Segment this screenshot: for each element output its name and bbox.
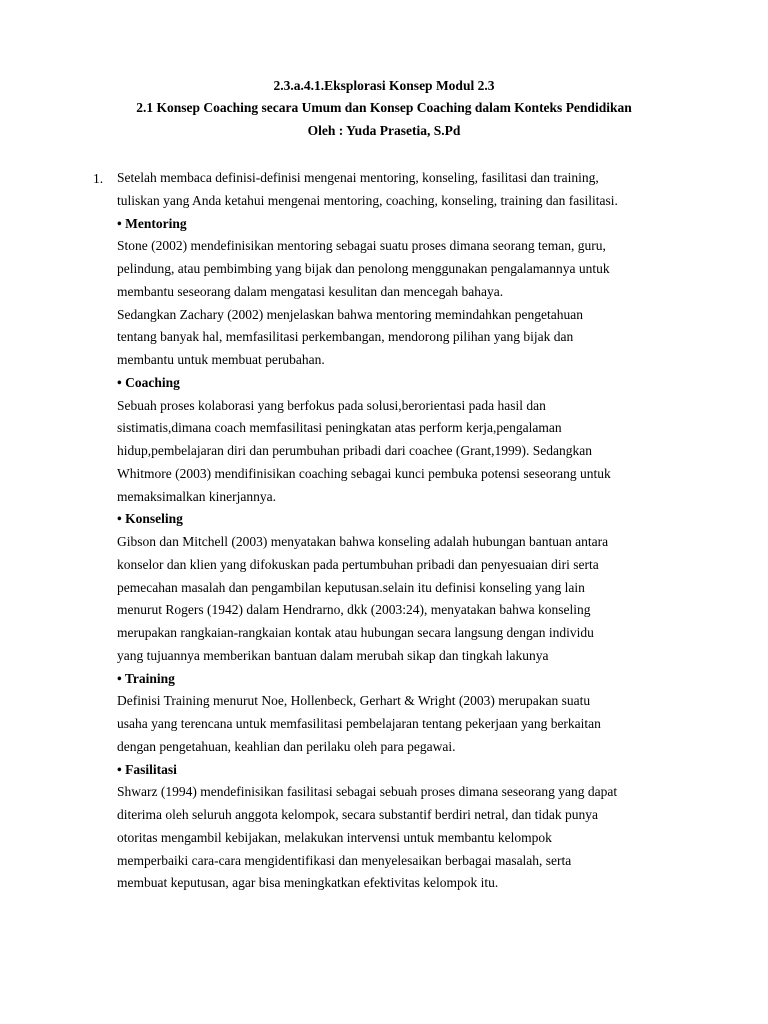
document-author: Oleh : Yuda Prasetia, S.Pd — [307, 123, 461, 138]
section-heading-fasilitasi: • Fasilitasi — [117, 761, 177, 777]
section-heading-mentoring: • Mentoring — [117, 215, 187, 231]
paragraph-line: Stone (2002) mendefinisikan mentoring sebagai suatu proses dimana seorang teman, guru, — [117, 238, 606, 254]
paragraph-line: Shwarz (1994) mendefinisikan fasilitasi sebagai sebuah proses dimana seseorang yang dapat — [117, 784, 618, 800]
paragraph-line: Gibson dan Mitchell (2003) menyatakan bahwa konseling adalah hubungan bantuan antara — [117, 534, 609, 549]
section-heading-konseling: • Konseling — [117, 511, 183, 527]
paragraph-line: Whitmore (2003) mendifinisikan coaching sebagai kunci pembuka potensi seseorang untuk — [117, 465, 611, 481]
question-line: tuliskan yang Anda ketahui mengenai mentoring, coaching, konseling, training dan fasilitasi. — [117, 192, 618, 208]
paragraph-line: otoritas mengambil kebijakan, melakukan intervensi untuk membantu kelompok — [117, 829, 552, 845]
paragraph-line: membantu untuk membuat perubahan. — [117, 352, 325, 367]
document-title: 2.3.a.4.1.Eksplorasi Konsep Modul 2.3 — [273, 78, 495, 93]
paragraph-line: sistimatis,dimana coach memfasilitasi peningkatan atas perform kerja,pengalaman — [117, 420, 562, 436]
paragraph-line: dengan pengetahuan, keahlian dan perilaku oleh para pegawai. — [117, 738, 456, 754]
paragraph-line: memperbaiki cara-cara mengidentifikasi dan menyelesaikan berbagai masalah, serta — [117, 852, 572, 868]
paragraph-line: Sedangkan Zachary (2002) menjelaskan bahwa mentoring memindahkan pengetahuan — [117, 306, 583, 322]
paragraph-line: merupakan rangkaian-rangkaian kontak atau hubungan secara langsung dengan individu — [117, 625, 594, 640]
section-heading-coaching: • Coaching — [117, 374, 180, 390]
paragraph-line: diterima oleh seluruh anggota kelompok, secara substantif berdiri netral, dan tidak punya — [117, 807, 598, 822]
paragraph-line: membuat keputusan, agar bisa meningkatkan efektivitas kelompok itu. — [117, 875, 499, 891]
list-item-content — [117, 167, 697, 895]
paragraph-line: memaksimalkan kinerjannya. — [117, 488, 276, 504]
paragraph-line: menurut Rogers (1942) dalam Hendrarno, dkk (2003:24), menyatakan bahwa konseling — [117, 602, 591, 618]
paragraph-line: pelindung, atau pembimbing yang bijak dan penolong menggunakan pengalamannya untuk — [117, 261, 610, 276]
document-subtitle: 2.1 Konsep Coaching secara Umum dan Konsep Coaching dalam Konteks Pendidikan — [136, 100, 632, 115]
paragraph-line: Definisi Training menurut Noe, Hollenbeck, Gerhart & Wright (2003) merupakan suatu — [117, 693, 591, 709]
paragraph-line: usaha yang terencana untuk memfasilitasi pembelajaran tentang pekerjaan yang berkaitan — [117, 716, 601, 731]
paragraph-line: Sebuah proses kolaborasi yang berfokus pada solusi,berorientasi pada hasil dan — [117, 397, 546, 413]
question-line: Setelah membaca definisi-definisi mengenai mentoring, konseling, fasilitasi dan training, — [117, 170, 599, 185]
paragraph-line: yang tujuannya memberikan bantuan dalam merubah sikap dan tingkah lakunya — [117, 647, 549, 663]
section-heading-training: • Training — [117, 670, 175, 686]
paragraph-line: hidup,pembelajaran diri dan perumbuhan pribadi dari coachee (Grant,1999). Sedangkan — [117, 443, 592, 458]
list-number: 1. — [93, 171, 104, 186]
paragraph-line: membantu seseorang dalam mengatasi kesulitan dan mencegah bahaya. — [117, 283, 504, 299]
paragraph-line: pemecahan masalah dan pengambilan keputusan.selain itu definisi konseling yang lain — [117, 579, 585, 595]
paragraph-line: konselor dan klien yang difokuskan pada pertumbuhan pribadi dan penyesuaian diri serta — [117, 556, 599, 572]
paragraph-line: tentang banyak hal, memfasilitasi perkembangan, mendorong pilihan yang bijak dan — [117, 329, 574, 345]
